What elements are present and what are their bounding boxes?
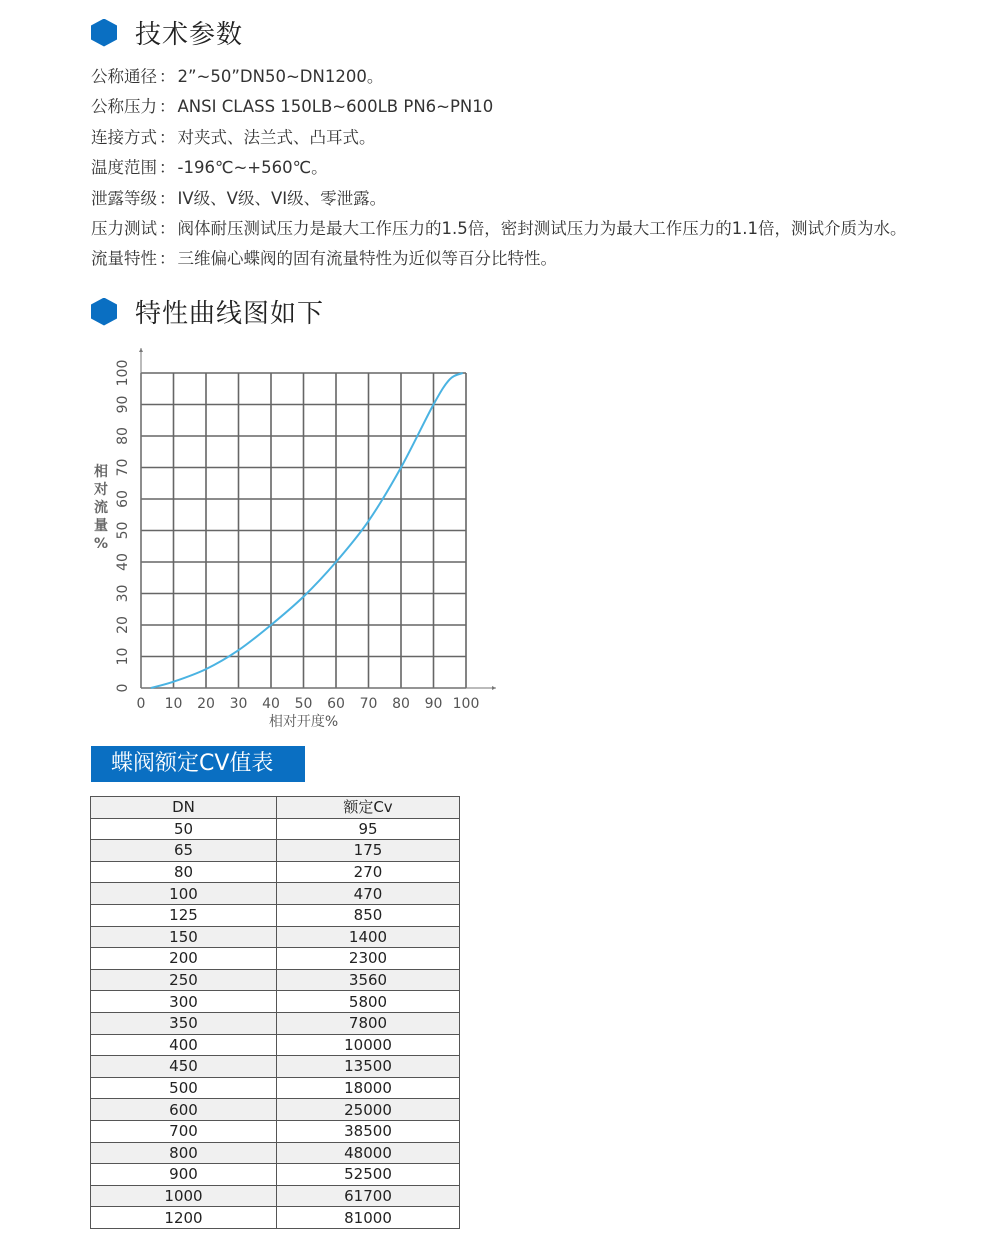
spec-value: 阀体耐压测试压力是最大工作压力的1.5倍，密封测试压力为最大工作压力的1.1倍，测试介质为水。: [177, 219, 907, 239]
cell-dn: 800: [91, 1142, 277, 1164]
spec-row: [91, 123, 906, 153]
y-tick-label: 80: [115, 427, 131, 445]
header-cv: 额定Cv: [277, 797, 460, 819]
table-row: [91, 1164, 460, 1186]
chart-canvas: [85, 340, 515, 740]
table-row: [91, 1142, 460, 1164]
cell-dn: 200: [91, 948, 277, 970]
section-heading-tech-params: [91, 14, 243, 51]
table-row: [91, 991, 460, 1013]
spec-separator: ：: [159, 127, 176, 147]
section-title: 技术参数: [135, 20, 244, 50]
spec-value: 对夹式、法兰式、凸耳式。: [177, 127, 376, 147]
spec-label: 公称通径: [91, 67, 157, 86]
cell-cv: 18000: [277, 1077, 460, 1099]
cell-cv: 270: [277, 861, 460, 883]
table-row: [91, 1056, 460, 1078]
cell-dn: 600: [91, 1099, 277, 1121]
x-axis-title: 相对开度%: [268, 714, 339, 730]
cell-cv: 52500: [277, 1164, 460, 1186]
cell-cv: 25000: [277, 1099, 460, 1121]
cell-dn: 700: [91, 1120, 277, 1142]
table-row: [91, 818, 460, 840]
spec-separator: ：: [159, 219, 176, 239]
table-row: [91, 840, 460, 862]
spec-value: ANSI CLASS 150LB~600LB PN6~PN10: [177, 97, 494, 117]
table-row: [91, 904, 460, 926]
cell-dn: 350: [91, 1012, 277, 1034]
spec-label: 连接方式: [91, 127, 157, 147]
cell-cv: 7800: [277, 1012, 460, 1034]
spec-label: 流量特性: [91, 249, 157, 269]
cell-dn: 150: [91, 926, 277, 948]
x-tick-label: 0: [136, 696, 146, 712]
cell-dn: 1000: [91, 1185, 277, 1207]
spec-row: [91, 244, 906, 274]
spec-row: [91, 153, 906, 183]
spec-list: [91, 62, 906, 275]
table-row: [91, 1034, 460, 1056]
table-row: [91, 1012, 460, 1034]
cell-dn: 1200: [91, 1207, 277, 1229]
table-row: [91, 1077, 460, 1099]
section-heading-curve: [91, 293, 324, 330]
spec-label: 温度范围: [91, 158, 157, 178]
y-tick-label: 40: [115, 553, 131, 571]
cell-dn: 400: [91, 1034, 277, 1056]
cell-cv: 2300: [277, 948, 460, 970]
table-row: [91, 1099, 460, 1121]
y-axis-arrow-icon: [139, 348, 143, 352]
cell-dn: 125: [91, 904, 277, 926]
cell-dn: 50: [91, 818, 277, 840]
spec-row: [91, 92, 906, 122]
cell-dn: 100: [91, 883, 277, 905]
cell-cv: 95: [277, 818, 460, 840]
cell-cv: 1400: [277, 926, 460, 948]
x-tick-label: 30: [229, 696, 248, 712]
table-row: [91, 1207, 460, 1229]
cell-dn: 500: [91, 1077, 277, 1099]
x-tick-label: 90: [424, 696, 443, 712]
y-tick-label: 30: [115, 584, 131, 603]
spec-separator: ：: [159, 97, 176, 117]
table-row: [91, 1120, 460, 1142]
x-tick-label: 50: [294, 696, 313, 712]
cell-cv: 13500: [277, 1056, 460, 1078]
spec-row: [91, 62, 906, 92]
cv-table: [90, 796, 460, 1229]
y-tick-label: 20: [115, 616, 131, 634]
spec-separator: ：: [159, 67, 176, 86]
x-tick-label: 70: [359, 696, 378, 712]
cell-cv: 81000: [277, 1207, 460, 1229]
spec-value: IV级、V级、VI级、零泄露。: [177, 188, 387, 208]
cell-dn: 900: [91, 1164, 277, 1186]
table-row: [91, 861, 460, 883]
y-tick-label: 50: [115, 521, 131, 540]
x-tick-label: 100: [452, 696, 480, 712]
x-tick-label: 40: [262, 696, 280, 712]
y-axis-title-char: 流: [94, 500, 108, 516]
cell-dn: 80: [91, 861, 277, 883]
table-header-row: [91, 797, 460, 819]
hexagon-bullet-icon: [91, 19, 117, 47]
flow-characteristic-chart: [85, 340, 515, 740]
table-row: [91, 1185, 460, 1207]
cell-cv: 38500: [277, 1120, 460, 1142]
spec-row: [91, 214, 906, 244]
hexagon-bullet-icon: [91, 298, 117, 326]
y-tick-label: 70: [115, 458, 131, 477]
cell-cv: 5800: [277, 991, 460, 1013]
table-row: [91, 948, 460, 970]
y-tick-label: 90: [115, 395, 131, 414]
x-tick-label: 60: [327, 696, 345, 712]
spec-value: -196℃~+560℃。: [177, 158, 328, 178]
spec-value: 2”~50”DN50~DN1200。: [177, 67, 384, 86]
spec-separator: ：: [159, 158, 176, 178]
y-axis-title-char: 相: [94, 464, 108, 480]
y-axis-title-char: %: [93, 536, 109, 552]
spec-label: 公称压力: [91, 97, 157, 117]
spec-value: 三维偏心蝶阀的固有流量特性为近似等百分比特性。: [177, 249, 557, 269]
y-tick-label: 60: [115, 490, 131, 508]
cell-dn: 450: [91, 1056, 277, 1078]
y-tick-label: 0: [115, 683, 131, 693]
y-axis-title-char: 量: [94, 518, 108, 534]
table-row: [91, 883, 460, 905]
x-tick-label: 10: [164, 696, 183, 712]
cell-cv: 850: [277, 904, 460, 926]
cell-dn: 300: [91, 991, 277, 1013]
cell-dn: 250: [91, 969, 277, 991]
cell-cv: 3560: [277, 969, 460, 991]
cv-table-title: 蝶阀额定CV值表: [91, 746, 305, 782]
spec-separator: ：: [159, 188, 176, 208]
cell-cv: 48000: [277, 1142, 460, 1164]
cell-cv: 61700: [277, 1185, 460, 1207]
header-dn: DN: [91, 797, 277, 819]
y-tick-label: 10: [115, 647, 131, 666]
x-tick-label: 20: [197, 696, 215, 712]
spec-row: [91, 184, 906, 214]
spec-label: 压力测试: [91, 219, 157, 239]
y-tick-label: 100: [115, 359, 131, 387]
y-axis-title-char: 对: [94, 482, 108, 498]
spec-label: 泄露等级: [91, 188, 157, 208]
cell-dn: 65: [91, 840, 277, 862]
section-title: 特性曲线图如下: [135, 299, 325, 329]
x-tick-label: 80: [392, 696, 410, 712]
cell-cv: 10000: [277, 1034, 460, 1056]
cell-cv: 175: [277, 840, 460, 862]
table-row: [91, 926, 460, 948]
x-axis-arrow-icon: [492, 686, 496, 690]
cell-cv: 470: [277, 883, 460, 905]
spec-separator: ：: [159, 249, 176, 269]
table-row: [91, 969, 460, 991]
